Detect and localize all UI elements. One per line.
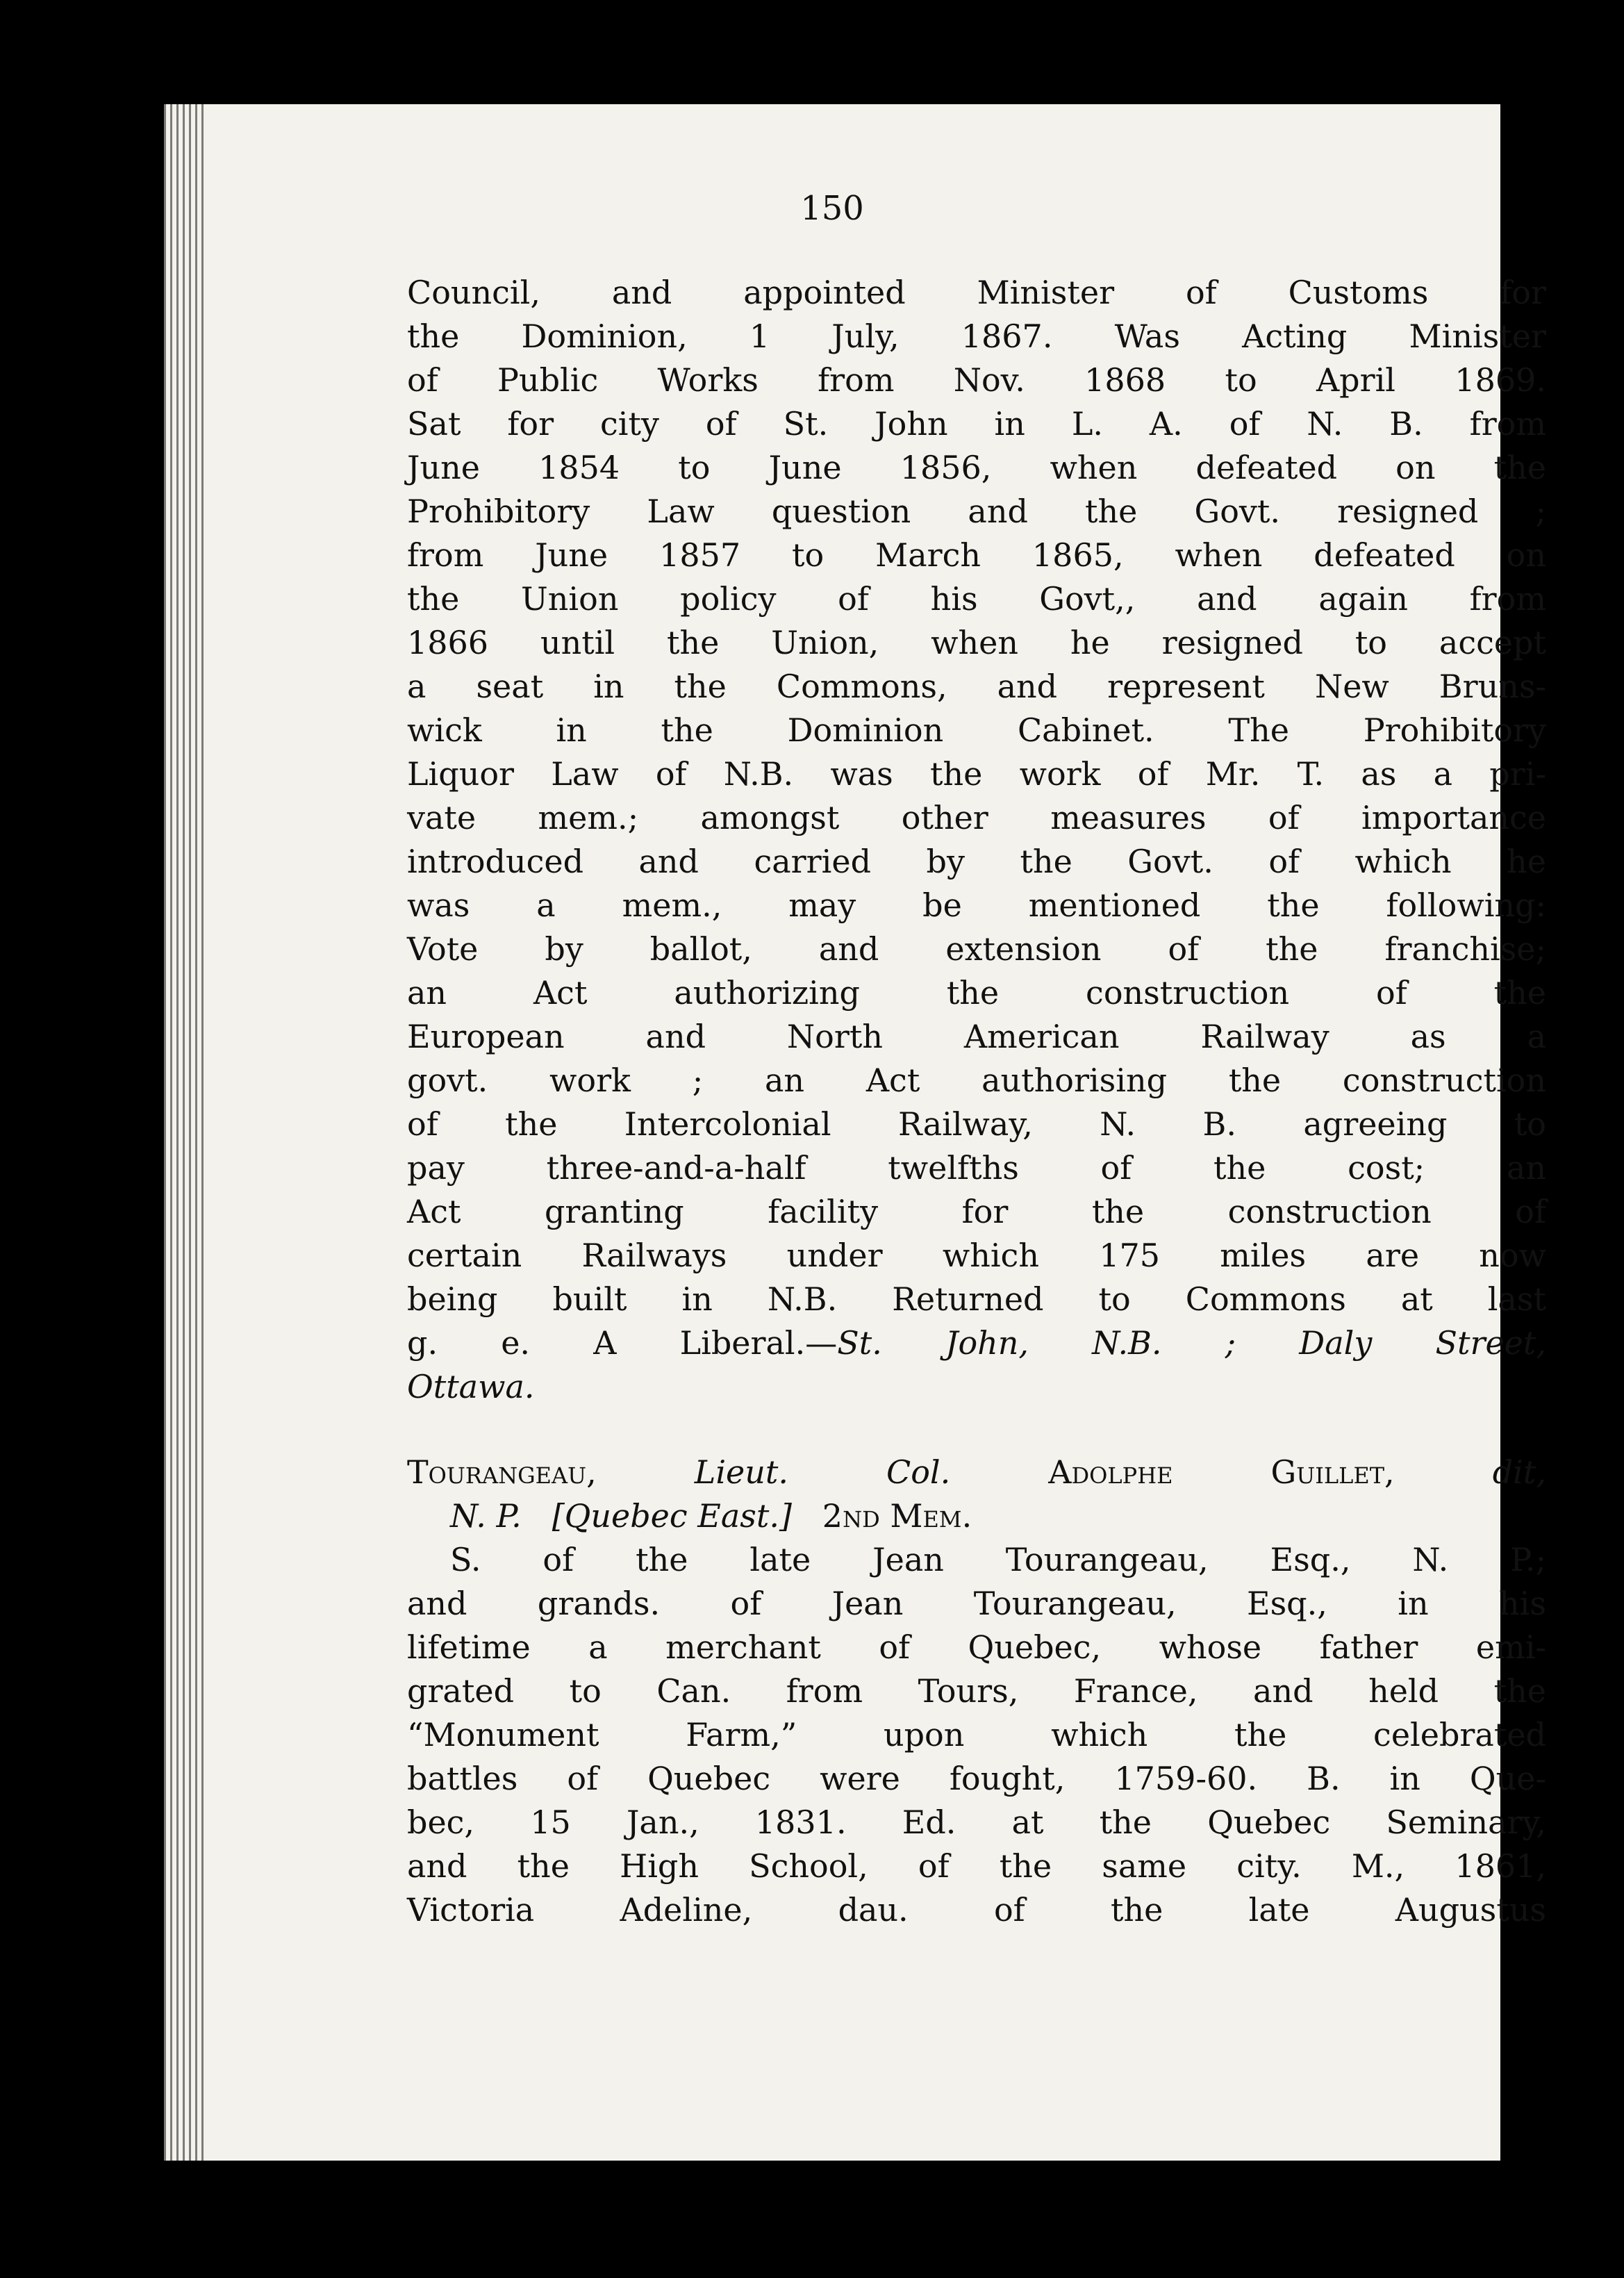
- page-text: [407, 271, 1546, 1932]
- text-line: Council, and appointed Minister of Customs for: [407, 274, 1546, 311]
- book-page: [164, 104, 1546, 2161]
- page-number: 150: [800, 189, 864, 228]
- page-gutter-edge: [164, 104, 206, 2161]
- text-line: of the Intercolonial Railway, N. B. agreeing to: [407, 1105, 1546, 1143]
- text-line: certain Railways under which 175 miles are now: [407, 1237, 1546, 1274]
- text-line: June 1854 to June 1856, when defeated on the: [407, 449, 1546, 486]
- text-line: grated to Can. from Tours, France, and held the: [407, 1672, 1546, 1710]
- text-line: was a mem., may be mentioned the following:: [407, 886, 1546, 924]
- entry-member: 2nd Mem.: [822, 1497, 972, 1535]
- text-line: European and North American Railway as a: [407, 1018, 1546, 1055]
- text-line: an Act authorizing the construction of the: [407, 974, 1546, 1012]
- text-line: the Dominion, 1 July, 1867. Was Acting Minister: [407, 317, 1546, 355]
- address-city: Ottawa.: [407, 1368, 535, 1405]
- text-line: “Monument Farm,” upon which the celebrated: [407, 1716, 1546, 1753]
- entry-dit: dit,: [1492, 1453, 1546, 1491]
- text-line: Prohibitory Law question and the Govt. resigned ;: [407, 493, 1546, 530]
- entry-title: Lieut. Col.: [694, 1453, 951, 1491]
- text-line: bec, 15 Jan., 1831. Ed. at the Quebec Seminary,: [407, 1804, 1546, 1841]
- text-line: Liquor Law of N.B. was the work of Mr. T. as a pri-: [407, 755, 1546, 793]
- entry-surname: Tourangeau,: [407, 1453, 597, 1491]
- text-fragment: g. e. A Liberal.—: [407, 1324, 838, 1362]
- text-line: from June 1857 to March 1865, when defeated on: [407, 536, 1546, 574]
- entry-heading-line2: [407, 1494, 1546, 1538]
- text-line: lifetime a merchant of Quebec, whose father emi-: [407, 1628, 1546, 1666]
- text-line: Sat for city of St. John in L. A. of N. B. from: [407, 405, 1546, 443]
- entry-constituency: [Quebec East.]: [552, 1497, 792, 1535]
- text-line: Victoria Adeline, dau. of the late Augustus: [407, 1891, 1546, 1929]
- text-line: 1866 until the Union, when he resigned to accept: [407, 624, 1546, 661]
- entry-heading: [407, 1451, 1546, 1494]
- text-line: Vote by ballot, and extension of the franchise;: [407, 930, 1546, 968]
- text-line: being built in N.B. Returned to Commons at last: [407, 1280, 1546, 1318]
- text-line: the Union policy of his Govt,, and again from: [407, 580, 1546, 618]
- text-line: Act granting facility for the construction of: [407, 1193, 1546, 1230]
- text-line: introduced and carried by the Govt. of which he: [407, 843, 1546, 880]
- text-line: battles of Quebec were fought, 1759-60. B. in Que-: [407, 1760, 1546, 1797]
- text-line: vate mem.; amongst other measures of importance: [407, 799, 1546, 836]
- text-line: and the High School, of the same city. M., 1861,: [407, 1847, 1546, 1885]
- address: St. John, N.B. ; Daly Street,: [837, 1324, 1546, 1362]
- text-line-with-address: [407, 1321, 1546, 1365]
- text-line: of Public Works from Nov. 1868 to April 1869.: [407, 361, 1546, 399]
- entry-separator: [407, 1409, 1546, 1451]
- text-line: S. of the late Jean Tourangeau, Esq., N. P.;: [450, 1541, 1546, 1578]
- entry-suffix: N. P.: [450, 1497, 522, 1535]
- text-line: a seat in the Commons, and represent New Bruns-: [407, 668, 1546, 705]
- text-line-address: [407, 1365, 1546, 1409]
- text-line: pay three-and-a-half twelfths of the cost; an: [407, 1149, 1546, 1187]
- text-line: wick in the Dominion Cabinet. The Prohibitory: [407, 711, 1546, 749]
- entry-given-names: Adolphe Guillet,: [1048, 1453, 1395, 1491]
- text-line: and grands. of Jean Tourangeau, Esq., in his: [407, 1585, 1546, 1622]
- text-line: govt. work ; an Act authorising the construction: [407, 1062, 1546, 1099]
